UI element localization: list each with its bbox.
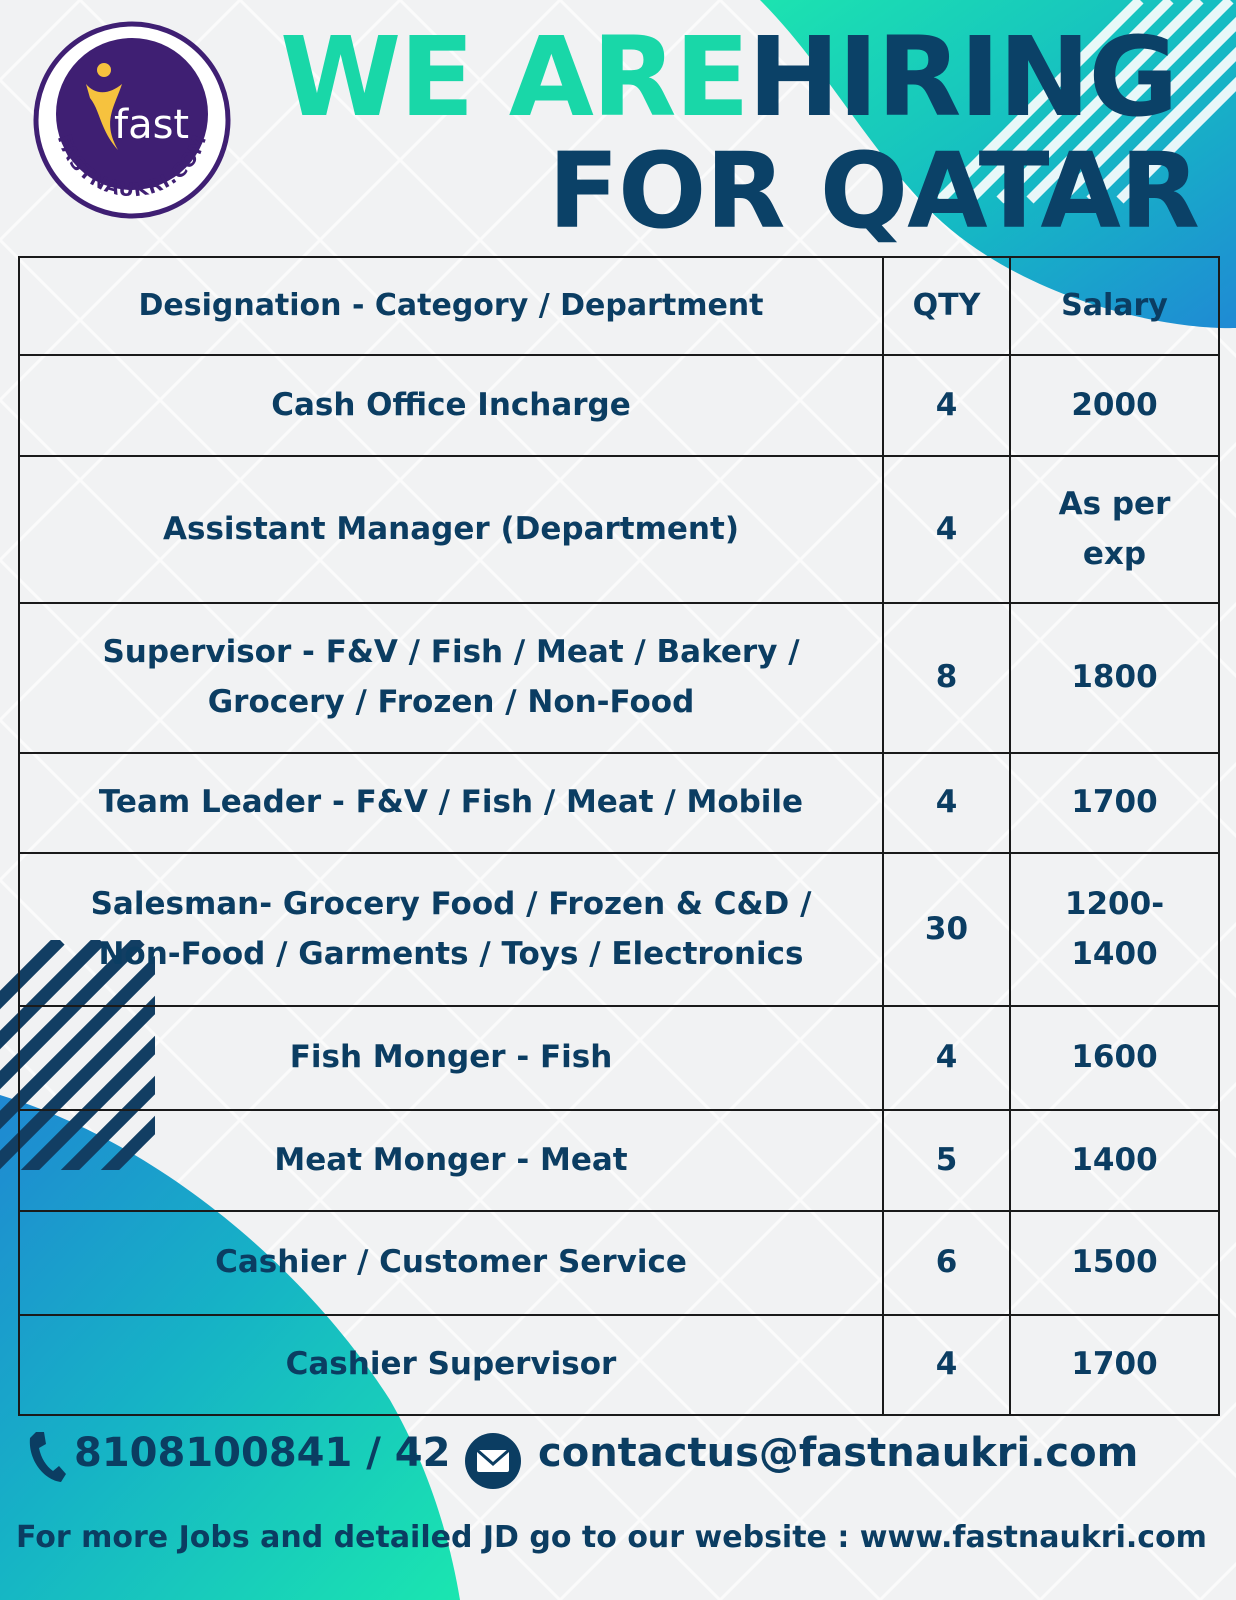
phone-icon — [26, 1430, 66, 1484]
phone-number[interactable]: 8108100841 / 42 — [74, 1430, 451, 1476]
heading-line-2: FOR QATAR — [548, 130, 1200, 252]
row-qty: 4 — [883, 1315, 1010, 1415]
row-designation: Cash Office Incharge — [19, 355, 883, 456]
row-qty: 5 — [883, 1110, 1010, 1211]
row-salary: 1200-1400 — [1010, 853, 1219, 1006]
row-qty: 30 — [883, 853, 1010, 1006]
heading-hiring: HIRING — [747, 13, 1177, 141]
row-designation: Meat Monger - Meat — [19, 1110, 883, 1211]
logo-site-text: FASTNAUKRI.COM — [52, 131, 212, 202]
table-row — [19, 1006, 1219, 1110]
table-row — [19, 853, 1219, 1006]
hiring-heading — [280, 14, 1220, 254]
table-row — [19, 1315, 1219, 1415]
row-salary: 1700 — [1010, 753, 1219, 853]
jobs-table — [18, 256, 1220, 1416]
row-qty: 4 — [883, 1006, 1010, 1110]
row-qty: 6 — [883, 1211, 1010, 1315]
row-qty: 4 — [883, 355, 1010, 456]
mail-icon — [464, 1432, 522, 1490]
row-designation: Assistant Manager (Department) — [19, 456, 883, 603]
table-row — [19, 1110, 1219, 1211]
header-salary: Salary — [1010, 257, 1219, 355]
table-header-row — [19, 257, 1219, 355]
heading-line-1 — [280, 13, 1177, 141]
row-qty: 8 — [883, 603, 1010, 753]
table-row — [19, 603, 1219, 753]
heading-we-are: WE ARE — [280, 13, 748, 141]
website-footer: For more Jobs and detailed JD go to our website : www.fastnaukri.com — [16, 1520, 1207, 1555]
row-salary: 1400 — [1010, 1110, 1219, 1211]
row-designation: Fish Monger - Fish — [19, 1006, 883, 1110]
fastnaukri-logo — [30, 18, 235, 223]
row-salary: 1500 — [1010, 1211, 1219, 1315]
row-qty: 4 — [883, 456, 1010, 603]
table-row — [19, 456, 1219, 603]
row-designation: Supervisor - F&V / Fish / Meat / Bakery / Grocery / Frozen / Non-Food — [19, 603, 883, 753]
row-salary: 2000 — [1010, 355, 1219, 456]
email-link[interactable]: contactus@fastnaukri.com — [538, 1430, 1139, 1476]
table-row — [19, 753, 1219, 853]
row-salary: 1600 — [1010, 1006, 1219, 1110]
logo-brand-text: fast — [114, 102, 190, 148]
row-salary: 1700 — [1010, 1315, 1219, 1415]
row-designation: Cashier / Customer Service — [19, 1211, 883, 1315]
row-designation: Team Leader - F&V / Fish / Meat / Mobile — [19, 753, 883, 853]
table-row — [19, 355, 1219, 456]
header-qty: QTY — [883, 257, 1010, 355]
header-designation: Designation - Category / Department — [19, 257, 883, 355]
table-row — [19, 1211, 1219, 1315]
row-salary: 1800 — [1010, 603, 1219, 753]
row-qty: 4 — [883, 753, 1010, 853]
row-salary: As per exp — [1010, 456, 1219, 603]
contact-bar — [24, 1428, 1224, 1488]
row-designation: Cashier Supervisor — [19, 1315, 883, 1415]
row-designation: Salesman- Grocery Food / Frozen & C&D / Non-Food / Garments / Toys / Electronics — [19, 853, 883, 1006]
